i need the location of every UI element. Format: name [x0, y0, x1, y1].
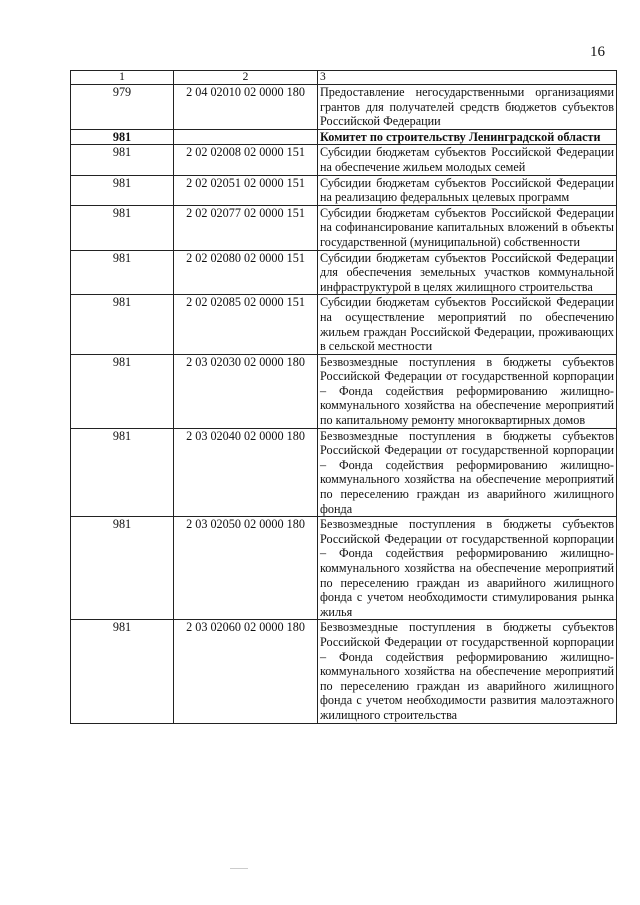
- budget-classification-code-cell: [174, 129, 318, 145]
- budget-classification-code-cell: 2 02 02077 02 0000 151: [174, 205, 318, 250]
- page-number: 16: [590, 44, 605, 60]
- revenue-description-cell: Субсидии бюджетам субъектов Российской Федерации на реализацию федеральных целевых программ: [318, 175, 617, 205]
- footer-mark: [230, 868, 248, 869]
- budget-classification-code-cell: 2 03 02050 02 0000 180: [174, 517, 318, 620]
- budget-classification-code-cell: 2 04 02010 02 0000 180: [174, 85, 318, 130]
- table-row: [71, 428, 617, 517]
- revenue-description-cell: Безвозмездные поступления в бюджеты субъектов Российской Федерации от государственной корпорации – Фонда содействия реформированию жилищно-коммунального хозяйства на обеспечение мероприятий по капитальному ремонту многоквартирных домов: [318, 354, 617, 428]
- section-header-row: [71, 129, 617, 145]
- admin-code-cell: 981: [71, 428, 174, 517]
- table-row: [71, 250, 617, 295]
- revenue-description-cell: Предоставление негосударственными организациями грантов для получателей средств бюджетов субъектов Российской Федерации: [318, 85, 617, 130]
- column-header-2: 2: [174, 71, 318, 85]
- budget-classification-code-cell: 2 02 02051 02 0000 151: [174, 175, 318, 205]
- table-row: [71, 517, 617, 620]
- revenue-description-cell: Комитет по строительству Ленинградской области: [318, 129, 617, 145]
- revenue-description-cell: Субсидии бюджетам субъектов Российской Федерации на осуществление мероприятий по обеспечению жильем граждан Российской Федерации, проживающих в сельской местности: [318, 295, 617, 354]
- admin-code-cell: 981: [71, 517, 174, 620]
- table-row: [71, 175, 617, 205]
- table-row: [71, 85, 617, 130]
- budget-classification-code-cell: 2 02 02080 02 0000 151: [174, 250, 318, 295]
- revenue-description-cell: Субсидии бюджетам субъектов Российской Федерации на обеспечение жильем молодых семей: [318, 145, 617, 175]
- budget-classification-code-cell: 2 02 02008 02 0000 151: [174, 145, 318, 175]
- budget-code-table: [70, 70, 617, 724]
- admin-code-cell: 981: [71, 175, 174, 205]
- admin-code-cell: 981: [71, 354, 174, 428]
- admin-code-cell: 981: [71, 295, 174, 354]
- table-header-row: [71, 71, 617, 85]
- table-row: [71, 295, 617, 354]
- admin-code-cell: 981: [71, 129, 174, 145]
- revenue-description-cell: Безвозмездные поступления в бюджеты субъектов Российской Федерации от государственной корпорации – Фонда содействия реформированию жилищно-коммунального хозяйства на обеспечение мероприятий по переселению граждан из аварийного жилищного фонда с учетом необходимости стимулирования рынка жилья: [318, 517, 617, 620]
- budget-classification-code-cell: 2 03 02060 02 0000 180: [174, 620, 318, 723]
- column-header-1: 1: [71, 71, 174, 85]
- admin-code-cell: 981: [71, 620, 174, 723]
- table-row: [71, 620, 617, 723]
- budget-classification-code-cell: 2 02 02085 02 0000 151: [174, 295, 318, 354]
- table-row: [71, 205, 617, 250]
- admin-code-cell: 981: [71, 250, 174, 295]
- budget-classification-code-cell: 2 03 02040 02 0000 180: [174, 428, 318, 517]
- table-row: [71, 354, 617, 428]
- revenue-description-cell: Безвозмездные поступления в бюджеты субъектов Российской Федерации от государственной корпорации – Фонда содействия реформированию жилищно-коммунального хозяйства на обеспечение мероприятий по переселению граждан из аварийного жилищного фонда: [318, 428, 617, 517]
- admin-code-cell: 979: [71, 85, 174, 130]
- revenue-description-cell: Субсидии бюджетам субъектов Российской Федерации на софинансирование капитальных вложений в объекты государственной (муниципальной) собственности: [318, 205, 617, 250]
- column-header-3: 3: [318, 71, 617, 85]
- admin-code-cell: 981: [71, 145, 174, 175]
- table-row: [71, 145, 617, 175]
- budget-classification-code-cell: 2 03 02030 02 0000 180: [174, 354, 318, 428]
- admin-code-cell: 981: [71, 205, 174, 250]
- revenue-description-cell: Безвозмездные поступления в бюджеты субъектов Российской Федерации от государственной корпорации – Фонда содействия реформированию жилищно-коммунального хозяйства на обеспечение мероприятий по переселению граждан из аварийного жилищного фонда с учетом необходимости развития малоэтажного жилищного строительства: [318, 620, 617, 723]
- revenue-description-cell: Субсидии бюджетам субъектов Российской Федерации для обеспечения земельных участков коммунальной инфраструктурой в целях жилищного строительства: [318, 250, 617, 295]
